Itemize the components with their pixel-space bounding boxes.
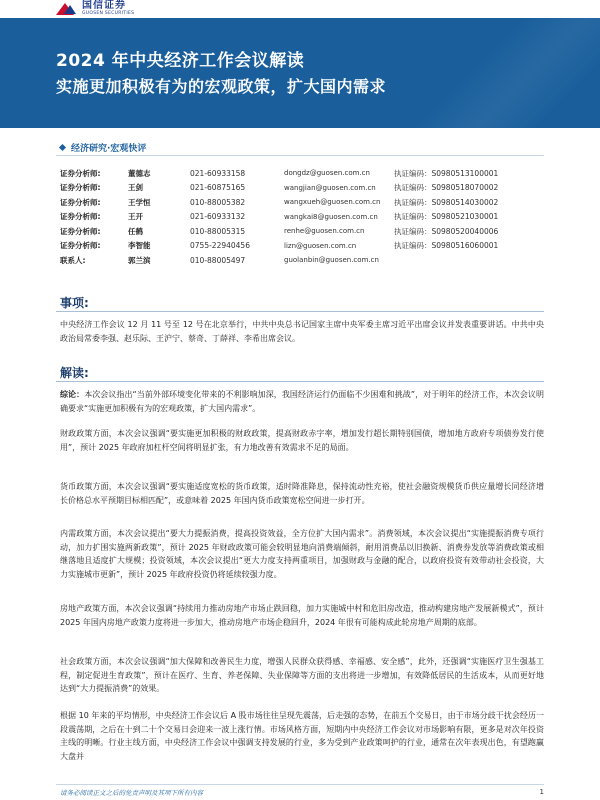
analyst-role: 证券分析师: — [60, 197, 101, 207]
analyst-phone: 021-60875165 — [190, 183, 246, 193]
analysis-heading: 解读: — [60, 366, 89, 380]
summary-paragraph — [60, 388, 544, 415]
analyst-role: 证券分析师: — [60, 241, 101, 251]
section-divider — [56, 381, 544, 382]
footer-divider — [56, 784, 544, 785]
analyst-name: 王学恒 — [128, 197, 151, 207]
company-logo — [56, 0, 134, 18]
diamond-icon — [59, 144, 66, 151]
disclaimer-note[interactable]: 请务必阅读正文之后的免责声明及其项下所有内容 — [60, 789, 203, 797]
social-policy-paragraph: 社会政策方面，本次会议强调“加大保障和改善民生力度，增强人民群众获得感、幸福感、安全感”，此外，还强调“实施医疗卫生强基工程，制定促进生育政策”，预计在医疗、生育、养老保障、失业保障等方面的支出将进一步增加，有效降低居民的生活成本，从而更好地达到“大力提振消费”的效果。 — [60, 657, 544, 693]
analyst-email[interactable]: dongdz@guosen.com.cn — [284, 169, 370, 178]
divider — [56, 155, 544, 156]
contact-email[interactable]: guolanbin@guosen.com.cn — [284, 256, 379, 265]
contact-name: 郭兰滨 — [128, 255, 151, 265]
analyst-cert: 执证编码：S0980516060001 — [394, 241, 499, 251]
analyst-phone: 010-88005382 — [190, 197, 246, 207]
analyst-email[interactable]: renhe@guosen.com.cn — [284, 227, 365, 236]
contact-row — [60, 253, 544, 268]
market-paragraph: 根据 10 年来的平均情形，中央经济工作会议后 A 股市场往往呈现先震荡，后走强的态势，在前五个交易日，由于市场分歧干扰会经历一段震荡期，之后在十到二十个交易日会迎来一波上涨行情。市场风格方面，短期内中央经济工作会议对市场影响有限，更多是对次年投资主线的明晰。行业主线方面，中央经济工作会议中强调支持发展的行业，多为受到产业政策呵护的行业，通常在次年表现出色，有望跑赢大盘并 — [60, 711, 544, 761]
analyst-name: 任鹤 — [128, 226, 143, 236]
analyst-cert: 执证编码：S0980514030002 — [394, 197, 499, 207]
real-estate-paragraph: 房地产政策方面，本次会议强调“持续用力推动房地产市场止跌回稳，加力实施城中村和危旧房改造，推动构建房地产发展新模式”，预计 2025 年国内房地产政策力度将进一步加大，推动房地产市场企稳回升，2024 年很有可能构成此轮房地产周期的底部。 — [60, 604, 544, 627]
events-text: 中央经济工作会议 12 月 11 号至 12 号在北京举行，中共中央总书记国家主席中央军委主席习近平出席会议并发表重要讲话。中共中央政治局常委李强、赵乐际、王沪宁、蔡奇、丁薛祥、李希出席会议。 — [60, 320, 544, 343]
analyst-row — [60, 224, 544, 239]
analyst-table — [60, 166, 544, 268]
page-number: 1 — [539, 788, 544, 796]
analyst-role: 证券分析师: — [60, 226, 101, 236]
analyst-row — [60, 181, 544, 196]
report-category — [60, 141, 146, 154]
analyst-row — [60, 166, 544, 181]
contact-phone: 010-88005497 — [190, 255, 246, 265]
logo-mark-icon — [56, 1, 76, 17]
analyst-role: 证券分析师: — [60, 168, 101, 178]
analyst-row — [60, 195, 544, 210]
logo-name-en: GUOSEN SECURITIES — [82, 11, 135, 17]
analyst-phone: 010-88005315 — [190, 226, 246, 236]
summary-lead: 综论： — [60, 390, 85, 399]
analyst-row — [60, 210, 544, 225]
analyst-email[interactable]: wangxueh@guosen.com.cn — [284, 198, 381, 207]
analyst-cert: 执证编码：S0980518070002 — [394, 183, 499, 193]
analyst-cert: 执证编码：S0980521030001 — [394, 212, 499, 222]
analyst-name: 王开 — [128, 212, 143, 222]
analyst-name: 李智能 — [128, 241, 151, 251]
events-heading: 事项: — [60, 296, 89, 310]
section-divider — [56, 311, 544, 312]
analyst-phone: 021-60933132 — [190, 212, 246, 222]
contact-role: 联系人: — [60, 255, 86, 265]
logo-name-cn: 国信证券 — [82, 0, 126, 12]
analyst-role: 证券分析师: — [60, 212, 101, 222]
title-banner — [0, 18, 600, 128]
analyst-cert: 执证编码：S0980520040006 — [394, 226, 499, 236]
analyst-email[interactable]: wangjian@guosen.com.cn — [284, 183, 376, 192]
report-title: 2024 年中央经济工作会议解读 — [56, 51, 305, 71]
analyst-phone: 021-60933158 — [190, 168, 246, 178]
analyst-phone: 0755-22940456 — [190, 241, 250, 251]
analyst-email[interactable]: lizn@guosen.com.cn — [284, 241, 357, 250]
domestic-demand-paragraph: 内需政策方面，本次会议提出“要大力提振消费，提高投资效益，全方位扩大国内需求”。消费领域，本次会议提出“实施提振消费专项行动，加力扩围实施两新政策”，预计 2025 年财政政策可能会较明显地向消费端倾斜，耐用消费品以旧换新、消费券发放等消费政策或相继落地且适度扩大规模；投资领域，本次会议提出“更大力度支持两重项目，加强财政与金融的配合，以政府投资有效带动社会投资，大力实施城市更新”，预计 2025 年政府投资仍将延续较强力度。 — [60, 529, 544, 579]
category-label: 经济研究·宏观快评 — [71, 144, 147, 154]
analyst-role: 证券分析师: — [60, 183, 101, 193]
analyst-name: 王剑 — [128, 183, 143, 193]
monetary-policy-paragraph: 货币政策方面，本次会议强调“要实施适度宽松的货币政策，适时降准降息，保持流动性充裕，使社会融资规模货币供应量增长同经济增长价格总水平预期目标相匹配”，或意味着 2025 年国内货币政策宽松空间进一步打开。 — [60, 482, 544, 505]
analyst-row — [60, 239, 544, 254]
analyst-name: 董德志 — [128, 168, 151, 178]
analyst-cert: 执证编码：S0980513100001 — [394, 168, 499, 178]
summary-text: 本次会议指出“当前外部环境变化带来的不利影响加深，我国经济运行仍面临不少困难和挑战”，对于明年的经济工作，本次会议明确要求“实施更加积极有为的宏观政策，扩大国内需求”。 — [60, 390, 544, 413]
fiscal-policy-paragraph: 财政政策方面，本次会议强调“要实施更加积极的财政政策，提高财政赤字率，增加发行超长期特别国债，增加地方政府专项债券发行使用”，预计 2025 年政府加杠杆空间将明显扩张，有力地改善有效需求不足的局面。 — [60, 429, 544, 452]
report-subtitle: 实施更加积极有为的宏观政策，扩大国内需求 — [56, 77, 387, 96]
analyst-email[interactable]: wangkai8@guosen.com.cn — [284, 212, 378, 221]
page-header — [0, 0, 600, 18]
